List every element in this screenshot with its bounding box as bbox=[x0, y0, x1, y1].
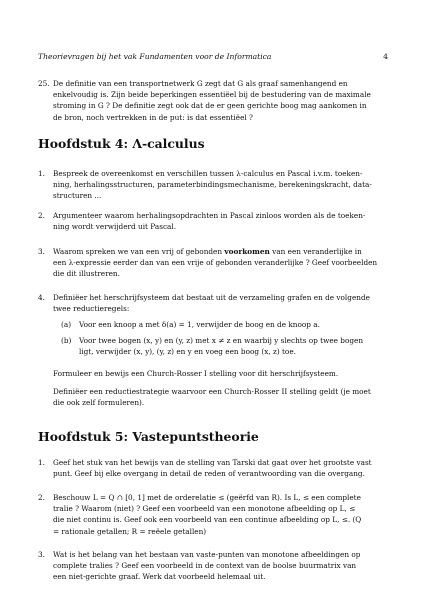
question-line: Bespreek de overeenkomst en verschillen tussen λ-calculus en Pascal i.v.m. toeken- bbox=[53, 169, 363, 178]
question-line: ning, herhalingsstructuren, parameterbindingsmechanisme, berekeningskracht, data- bbox=[53, 180, 372, 190]
reduction-rule-b bbox=[61, 335, 388, 357]
question-line: tralie ? Waarom (niet) ? Geef een voorbeeld van een monotone afbeelding op L, ≤ bbox=[53, 504, 356, 514]
question-line: punt. Geef bij elke overgang in detail de reden of verantwoording van die overgang. bbox=[53, 469, 365, 479]
question-line: Argumenteer waarom herhalingsopdrachten in Pascal zinloos worden als de toeken- bbox=[53, 211, 366, 220]
rule-line: ligt, verwijder (x, y), (y, z) en y en voeg een boog (x, z) toe. bbox=[79, 347, 296, 357]
question-line: Definiëer het herschrijfsysteem dat bestaat uit de verzameling grafen en de volgende bbox=[53, 293, 370, 302]
question-number: 3. bbox=[38, 247, 45, 256]
question-number: 4. bbox=[38, 293, 45, 302]
question-number: 1. bbox=[38, 169, 45, 178]
emphasis-word: voorkomen bbox=[224, 247, 270, 256]
text-run: Waarom spreken we van een vrij of gebonden bbox=[53, 247, 225, 256]
ch5-question-2 bbox=[38, 492, 388, 537]
page-number: 4 bbox=[383, 52, 388, 61]
question-line: Geef het stuk van het bewijs van de stelling van Tarski dat gaat over het grootste vast bbox=[53, 458, 372, 467]
question-line: structuren ... bbox=[53, 191, 102, 201]
question-number: 2. bbox=[38, 493, 45, 502]
ch4-question-4 bbox=[38, 292, 388, 314]
rule-line: Voor een knoop a met δ(a) = 1, verwijder de boog en de knoop a. bbox=[79, 320, 320, 329]
question-number: 25. bbox=[38, 79, 50, 88]
question-line: De definitie van een transportnetwerk G zegt dat G als graaf samenhangend en bbox=[53, 79, 348, 88]
question-line: die ook zelf formuleren). bbox=[53, 398, 145, 408]
rule-label: (b) bbox=[61, 336, 72, 345]
ch5-question-1 bbox=[38, 457, 388, 479]
rule-label: (a) bbox=[61, 320, 72, 329]
question-line: enkelvoudig is. Zijn beide beperkingen essentiëel bij de bestudering van de maximale bbox=[53, 90, 371, 100]
question-number: 1. bbox=[38, 458, 45, 467]
question-line: de bron, noch vertrekken in de put: is dat essentiëel ? bbox=[53, 112, 253, 122]
text-run: van een veranderlijke in bbox=[269, 247, 362, 256]
rule-line: Voor twee bogen (x, y) en (y, z) met x ≠ z en waarbij y slechts op twee bogen bbox=[79, 336, 364, 345]
question-line: die niet continu is. Geef ook een voorbeeld van een continue afbeelding op L, ≤. (Q bbox=[53, 515, 362, 525]
question-line: = rationale getallen; R = reëele getallen) bbox=[53, 526, 207, 536]
ch4-q4-follow-up-1: Formuleer en bewijs een Church-Rosser I stelling voor dit herschrijfsysteem. bbox=[53, 369, 339, 378]
question-line: complete tralies ? Geef een voorbeeld in de context van de boolse buurmatrix van bbox=[53, 561, 357, 571]
question-line: een λ-expressie eerder dan van een vrije of gebonden veranderlijke ? Geef voorbeelden bbox=[53, 258, 378, 268]
ch4-q4-follow-up-2 bbox=[53, 386, 388, 408]
question-line: Beschouw L = Q ∩ [0, 1] met de orderelatie ≤ (geërfd van R). Is L, ≤ een complete bbox=[53, 493, 361, 502]
question-line: Definiëer een reductiestrategie waarvoor een Church-Rosser II stelling geldt (je moet bbox=[53, 387, 371, 396]
running-header bbox=[38, 52, 388, 61]
question-number: 2. bbox=[38, 211, 45, 220]
question-line: een niet-gerichte graaf. Werk dat voorbeeld helemaal uit. bbox=[53, 572, 266, 582]
ch4-question-3 bbox=[38, 246, 388, 280]
chapter-5-heading: Hoofdstuk 5: Vastepuntstheorie bbox=[38, 429, 259, 444]
question-line: die dit illustreren. bbox=[53, 269, 120, 279]
ch5-question-3 bbox=[38, 549, 388, 583]
reduction-rule-a bbox=[61, 319, 388, 330]
question-line: ning wordt verwijderd uit Pascal. bbox=[53, 222, 177, 232]
header-title: Theorievragen bij het vak Fundamenten voor de Informatica bbox=[38, 52, 272, 61]
question-number: 3. bbox=[38, 550, 45, 559]
question-line bbox=[53, 246, 388, 257]
ch4-question-1 bbox=[38, 168, 388, 202]
question-line: stroming in G ? De definitie zegt ook dat de er geen gerichte boog mag aankomen in bbox=[53, 101, 367, 111]
question-line: twee reductieregels: bbox=[53, 304, 130, 314]
question-25 bbox=[38, 78, 388, 123]
chapter-4-heading: Hoofdstuk 4: Λ-calculus bbox=[38, 136, 205, 151]
question-line: Wat is het belang van het bestaan van vaste-punten van monotone afbeeldingen op bbox=[53, 550, 361, 559]
ch4-question-2 bbox=[38, 210, 388, 232]
